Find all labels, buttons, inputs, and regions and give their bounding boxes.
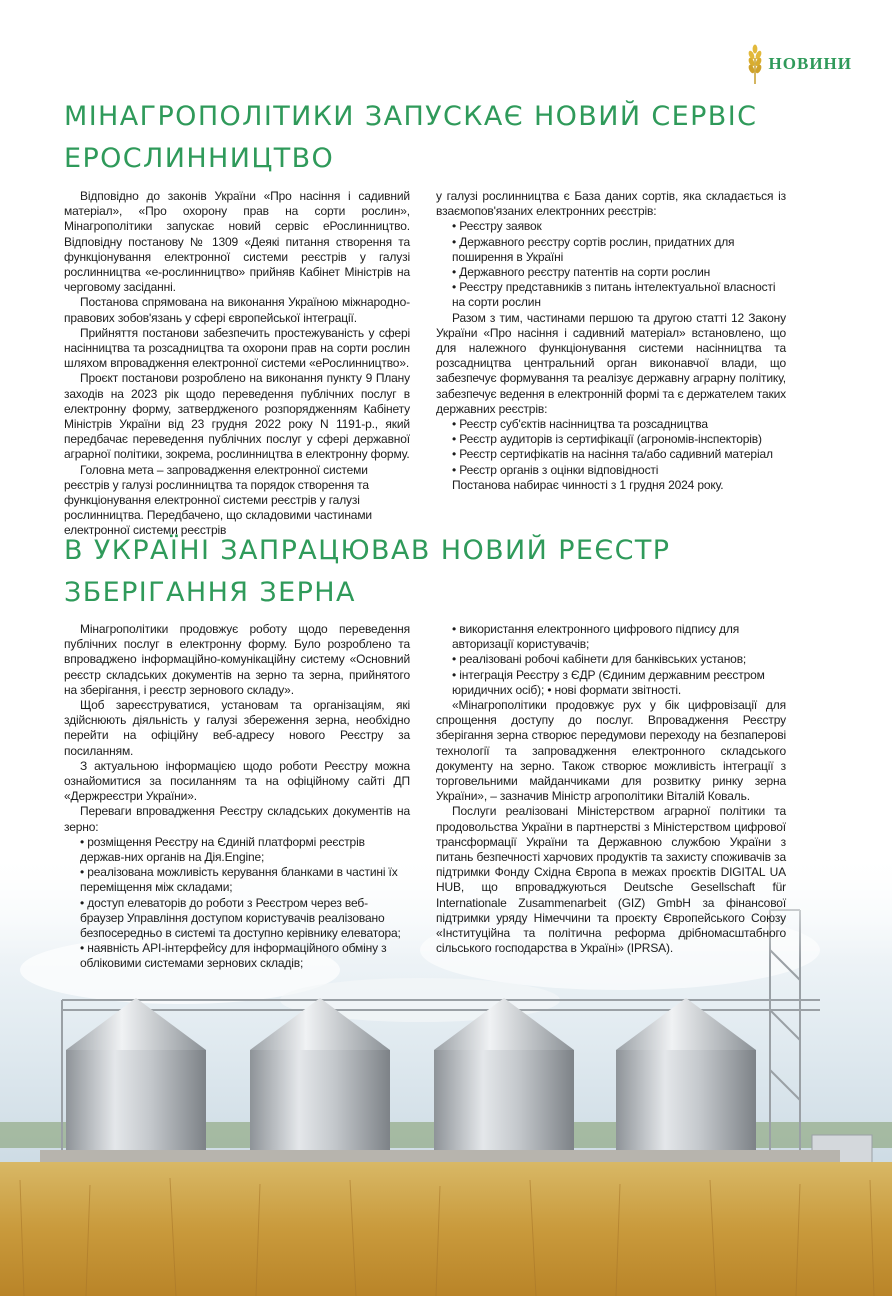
list-item: • Реєстру представників з питань інтелектуальної власності на сорти рослин [436,280,786,310]
paragraph: Разом з тим, частинами першою та другою статті 12 Закону України «Про насіння і садивний матеріал» встановлено, що для належного функціонування системи насінництва та розсадництва центральний орган виконавчої влади, що забезпечує формування та реалізує державну аграрну політику, забезпечує ведення в електронній формі та є держателем таких державних реєстрів: [436,310,786,416]
wheat-icon [745,44,765,84]
article1-headline [64,96,757,180]
article2-right-column [436,622,786,956]
paragraph: Проєкт постанови розроблено на виконання пункту 9 Плану заходів на 2023 рік щодо переведення публічних послуг в електронну форму, затвердженого розпорядженням Кабінету Міністрів України від 23 грудня 2022 року N 1191-р., який передбачає переведення публічних послуг у сфері державної аграрної політики, зокрема, рослинництва в електронну форму. [64,371,410,462]
paragraph: Постанова спрямована на виконання Україною міжнародно-правових зобов'язань у сфері європейської інтеграції. [64,295,410,325]
paragraph: З актуальною інформацією щодо роботи Реєстру можна ознайомитися за посиланням та на офіційному сайті ДП «Держреєстри України». [64,758,410,804]
list-item: • Державного реєстру сортів рослин, придатних для поширення в Україні [436,235,786,265]
article2-headline-line2: ЗБЕРІГАННЯ ЗЕРНА [64,577,356,608]
article2-left-column [64,622,410,972]
list-item: • Реєстр аудиторів із сертифікації (агрономів-інспекторів) [436,432,786,447]
list-item: • реалізовані робочі кабінети для банківських установ; [436,652,786,667]
list-item: • використання електронного цифрового підпису для авторизації користувачів; [436,622,786,652]
paragraph: «Мінагрополітики продовжує рух у бік цифровізації для спрощення доступу до послуг. Впровадження Реєстру зберігання зерна створює передумови переходу на безпаперові технології та запровадження електронного складського документу на зерно. Також створює можливість інтеграції з торговельними майданчиками для розвитку ринку зерна України», – зазначив Міністр агрополітики Віталій Коваль. [436,698,786,804]
article1-headline-line2: ЕРОСЛИННИЦТВО [64,143,335,174]
list-item: • розміщення Реєстру на Єдиній платформі реєстрів держав-них органів на Дія.Engine; [64,835,410,865]
list-item: • доступ елеваторів до роботи з Реєстром через веб-браузер Управління доступом користувачів реалізовано безпосередньо в системі та доступно керівнику елеватора; [64,896,410,942]
paragraph: Головна мета – запровадження електронної системи реєстрів у галузі рослинництва та порядок створення та функціонування електронної системи реєстрів у галузі рослинництва. Передбачено, що складовими частинами електронної системи реєстрів [64,462,372,538]
list-item: • реалізована можливість керування бланками в частині їх переміщення між складами; [64,865,410,895]
paragraph: Відповідно до законів України «Про насіння і садивний матеріал», «Про охорону прав на сорти рослин», Мінагрополітики запускає новий сервіс еРослинництво. Відповідну постанову № 1309 «Деякі питання створення та функціонування електронної системи реєстрів у галузі рослинництва «е-рослинництво» прийняв Кабінет Міністрів на черговому засіданні. [64,189,410,295]
list-item: • Реєстр суб'єктів насінництва та розсадництва [436,417,786,432]
list-item: • інтеграція Реєстру з ЄДР (Єдиним державним реєстром юридичних осіб); • нові формати звітності. [436,668,786,698]
paragraph: Мінагрополітики продовжує роботу щодо переведення публічних послуг в електронну форму. Було розроблено та впроваджено інформаційно-комунікаційну систему «Основний реєстр складських документів на зерно та зерна, прийнятого на зберігання, і реєстр зернового складу». [64,622,410,697]
article2-headline [64,530,670,614]
paragraph: Переваги впровадження Реєстру складських документів на зерно: [64,804,410,834]
article2-headline-line1: В УКРАЇНІ ЗАПРАЦЮВАВ НОВИЙ РЕЄСТР [64,535,671,566]
paragraph: Послуги реалізовані Міністерством аграрної політики та продовольства України в партнерстві з Міністерством цифрової трансформації України та Державною службою України з питань безпечності харчових продуктів та захисту споживачів за підтримки Фонду Східна Європа в межах проєктів DIGITAL UA HUB, що впроваджуються Deutsche Gesellschaft für Internationale Zusammenarbeit (GIZ) GmbH за фінансової підтримки уряду Німеччини та проєкту Європейського Союзу «Інституційна та політична реформа дрібномасштабного сільського господарства в Україні» (IPRSA). [436,804,786,956]
section-label: НОВИНИ [768,54,852,73]
paragraph: Постанова набирає чинності з 1 грудня 2024 року. [452,477,724,492]
article1-left-column [64,189,410,539]
section-tag [745,44,852,84]
article1-right-column [436,189,786,493]
list-item: • Реєстру заявок [436,219,786,234]
paragraph: у галузі рослинництва є База даних сортів, яка складається із взаємопов'язаних електронних реєстрів: [436,189,786,219]
list-item: • наявність API-інтерфейсу для інформаційного обміну з обліковими системами зернових складів; [64,941,410,971]
list-item: • Реєстр органів з оцінки відповідності [436,463,786,478]
paragraph: Щоб зареєструватися, установам та організаціям, які здійснюють діяльність у галузі збереження зерна, необхідно перейти на офіційну веб-адресу нового Реєстру за посиланням. [64,698,410,758]
list-item: • Державного реєстру патентів на сорти рослин [436,265,786,280]
list-item: • Реєстр сертифікатів на насіння та/або садивний матеріал [436,447,786,462]
article1-headline-line1: МІНАГРОПОЛІТИКИ ЗАПУСКАЄ НОВИЙ СЕРВІС [64,101,758,132]
paragraph: Прийняття постанови забезпечить простежуваність у сфері насінництва та розсадництва та охорони прав на сорти рослин шляхом впровадження електронної системи «еРослинництво». [64,325,410,371]
